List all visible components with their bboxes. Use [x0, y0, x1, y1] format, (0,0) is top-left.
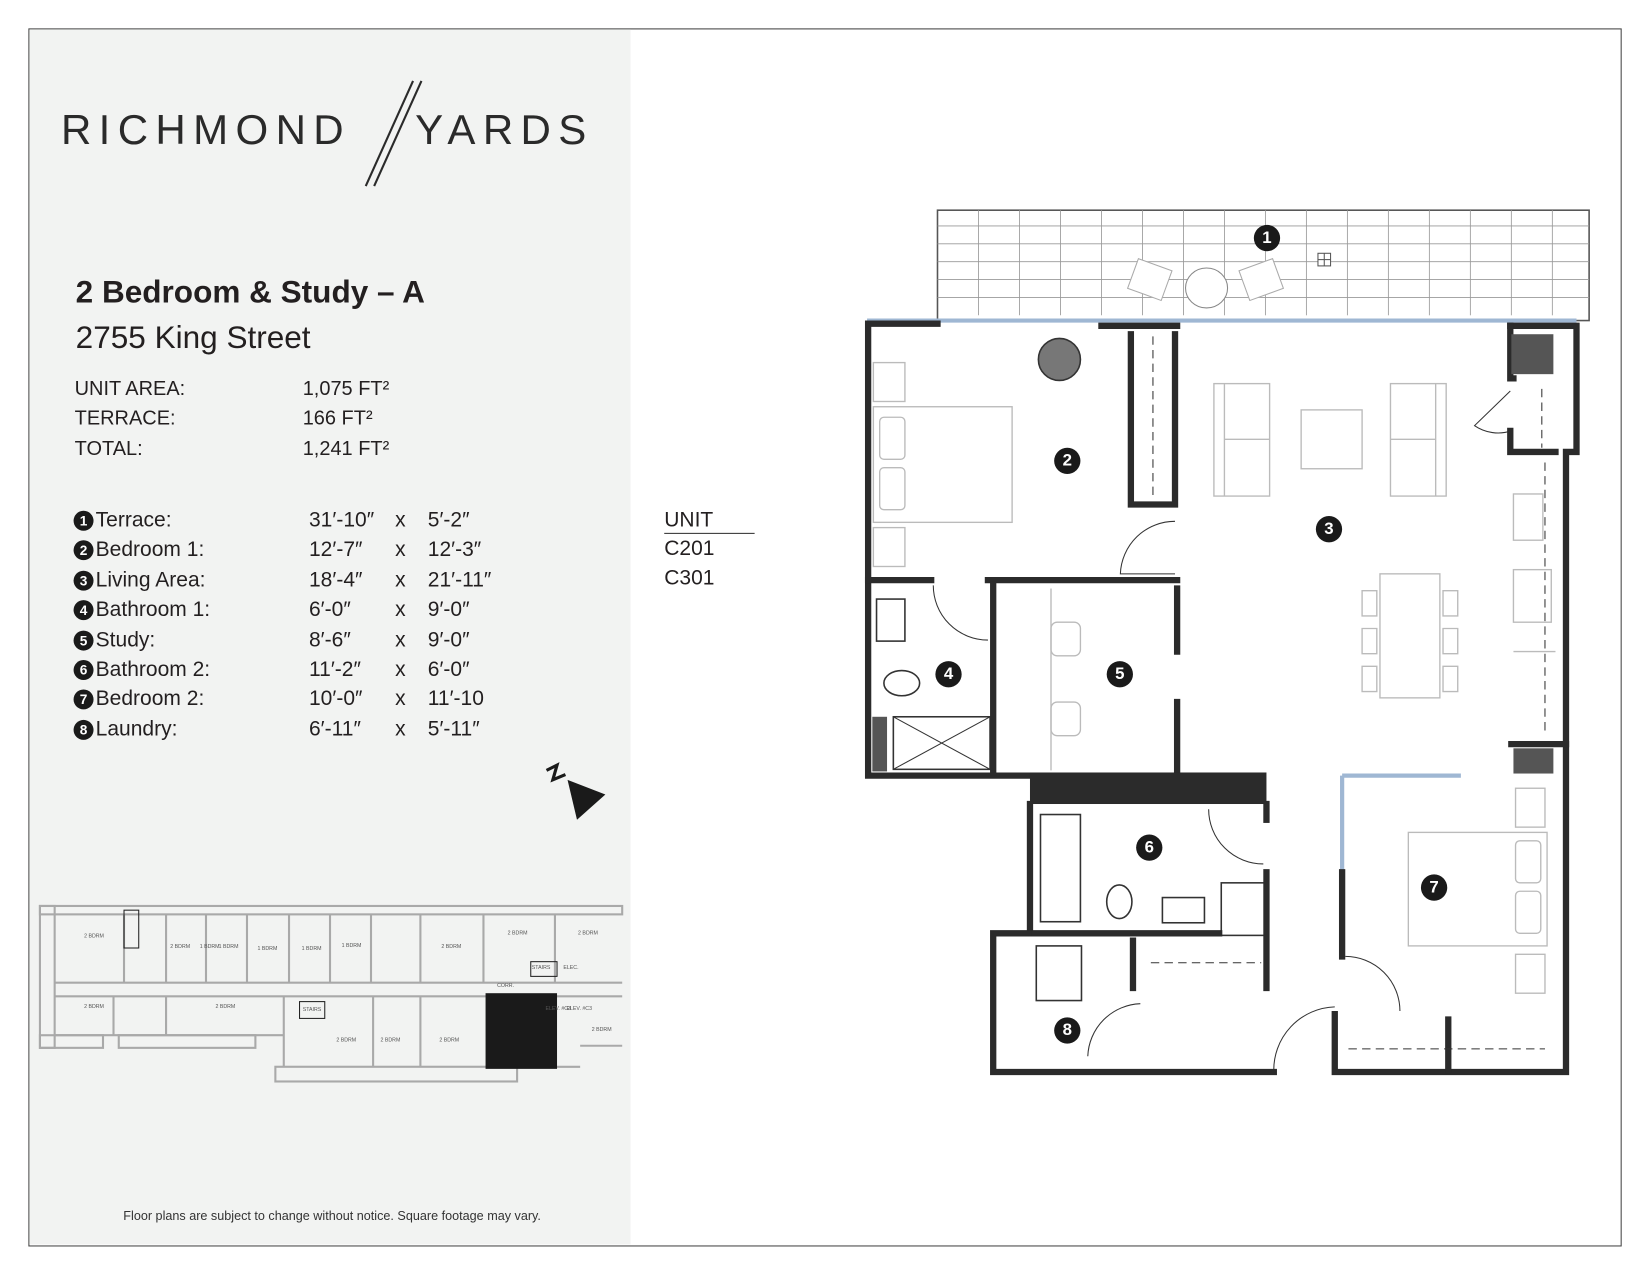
unit-number: C201 — [664, 537, 715, 561]
unit-address: 2755 King Street — [75, 320, 311, 356]
room-name: Bedroom 2: — [95, 687, 205, 711]
key-plan-label: ELEV. #C3 — [566, 1005, 593, 1013]
dimension-separator: x — [395, 568, 406, 592]
key-plan-label: 2 BDRM — [84, 933, 104, 940]
room-depth: 21′-11″ — [427, 568, 492, 592]
key-plan-label: 2 BDRM — [441, 943, 462, 951]
key-plan-label: 1 BDRM — [341, 942, 362, 950]
key-plan-label: STAIRS — [302, 1006, 322, 1014]
key-plan-label: 2 BDRM — [439, 1037, 460, 1044]
room-name: Laundry: — [95, 717, 178, 741]
plan-room-marker: 6 — [1136, 834, 1162, 860]
plan-room-marker: 3 — [1316, 516, 1342, 542]
plan-room-marker: 5 — [1107, 661, 1133, 687]
key-plan-label: ELEC. — [563, 964, 579, 972]
room-number-badge: 6 — [74, 660, 94, 680]
room-width: 12′-7″ — [308, 538, 363, 562]
brand-logo-left: RICHMOND — [60, 107, 352, 154]
room-name: Study: — [95, 628, 156, 652]
dimension-separator: x — [395, 508, 406, 532]
key-plan-label: 2 BDRM — [170, 943, 191, 951]
room-depth: 11′-10 — [427, 687, 484, 711]
key-plan-label: 2 BDRM — [578, 930, 598, 937]
room-number-badge: 7 — [74, 690, 94, 710]
plan-room-marker: 8 — [1054, 1017, 1080, 1043]
room-name: Bedroom 1: — [95, 538, 205, 562]
key-plan-label: CORR. — [497, 982, 515, 989]
room-depth: 5′-2″ — [427, 508, 470, 532]
plan-room-marker: 1 — [1254, 225, 1280, 251]
room-width: 10′-0″ — [308, 687, 363, 711]
room-width: 31′-10″ — [308, 508, 375, 532]
disclaimer: Floor plans are subject to change without notice. Square footage may vary. — [123, 1208, 541, 1224]
room-width: 18′-4″ — [308, 568, 363, 592]
key-plan-label: STAIRS — [531, 964, 551, 972]
key-plan-label: ELEV. #C3 — [545, 1005, 571, 1013]
key-plan-label: 2 BDRM — [507, 930, 528, 937]
room-width: 8′-6″ — [308, 628, 351, 652]
key-plan-label: 2 BDRM — [336, 1037, 357, 1044]
key-plan-label: 2 BDRM — [215, 1003, 236, 1011]
area-label: UNIT AREA: — [74, 378, 186, 401]
room-number-badge: 3 — [74, 570, 94, 590]
plan-room-marker: 7 — [1421, 874, 1447, 900]
area-value: 1,241 FT² — [302, 438, 390, 461]
plan-room-marker: 2 — [1054, 448, 1080, 474]
area-value: 166 FT² — [302, 407, 373, 430]
brand-logo-right: YARDS — [415, 107, 594, 154]
key-plan-label: 1 BDRM — [301, 945, 322, 953]
unit-title: 2 Bedroom & Study – A — [75, 275, 425, 311]
room-width: 6′-11″ — [308, 717, 361, 741]
key-plan-label: 2 BDRM — [591, 1026, 612, 1034]
room-number-badge: 8 — [74, 720, 94, 740]
room-depth: 9′-0″ — [427, 598, 470, 622]
room-depth: 9′-0″ — [427, 628, 470, 652]
room-name: Bathroom 1: — [95, 598, 211, 622]
room-name: Bathroom 2: — [95, 657, 211, 682]
room-depth: 5′-11″ — [427, 717, 480, 741]
key-plan-label: 1 BDRM — [257, 945, 278, 953]
room-depth: 12′-3″ — [427, 538, 482, 562]
key-plan-label: 2 BDRM — [380, 1037, 401, 1044]
area-value: 1,075 FT² — [302, 378, 390, 401]
dimension-separator: x — [395, 598, 406, 622]
dimension-separator: x — [395, 628, 406, 652]
dimension-separator: x — [395, 717, 406, 741]
room-width: 6′-0″ — [308, 598, 351, 622]
room-name: Terrace: — [95, 508, 172, 532]
dimension-separator: x — [395, 657, 406, 682]
dimension-separator: x — [395, 687, 406, 711]
key-plan-label: 1 BDRM — [218, 943, 239, 951]
key-plan-label: 1 BDRM — [199, 943, 220, 951]
key-plan-label: 2 BDRM — [84, 1003, 104, 1011]
unit-heading: UNIT — [664, 509, 754, 534]
room-number-badge: 1 — [74, 511, 94, 531]
room-depth: 6′-0″ — [427, 657, 470, 682]
dimension-separator: x — [395, 538, 406, 562]
area-label: TERRACE: — [74, 407, 176, 430]
room-name: Living Area: — [95, 568, 206, 592]
plan-room-marker: 4 — [935, 661, 961, 687]
area-label: TOTAL: — [74, 438, 143, 461]
room-number-badge: 4 — [74, 600, 94, 620]
room-number-badge: 2 — [74, 541, 94, 561]
room-number-badge: 5 — [74, 630, 94, 650]
unit-number: C301 — [664, 566, 715, 590]
room-width: 11′-2″ — [308, 657, 361, 682]
